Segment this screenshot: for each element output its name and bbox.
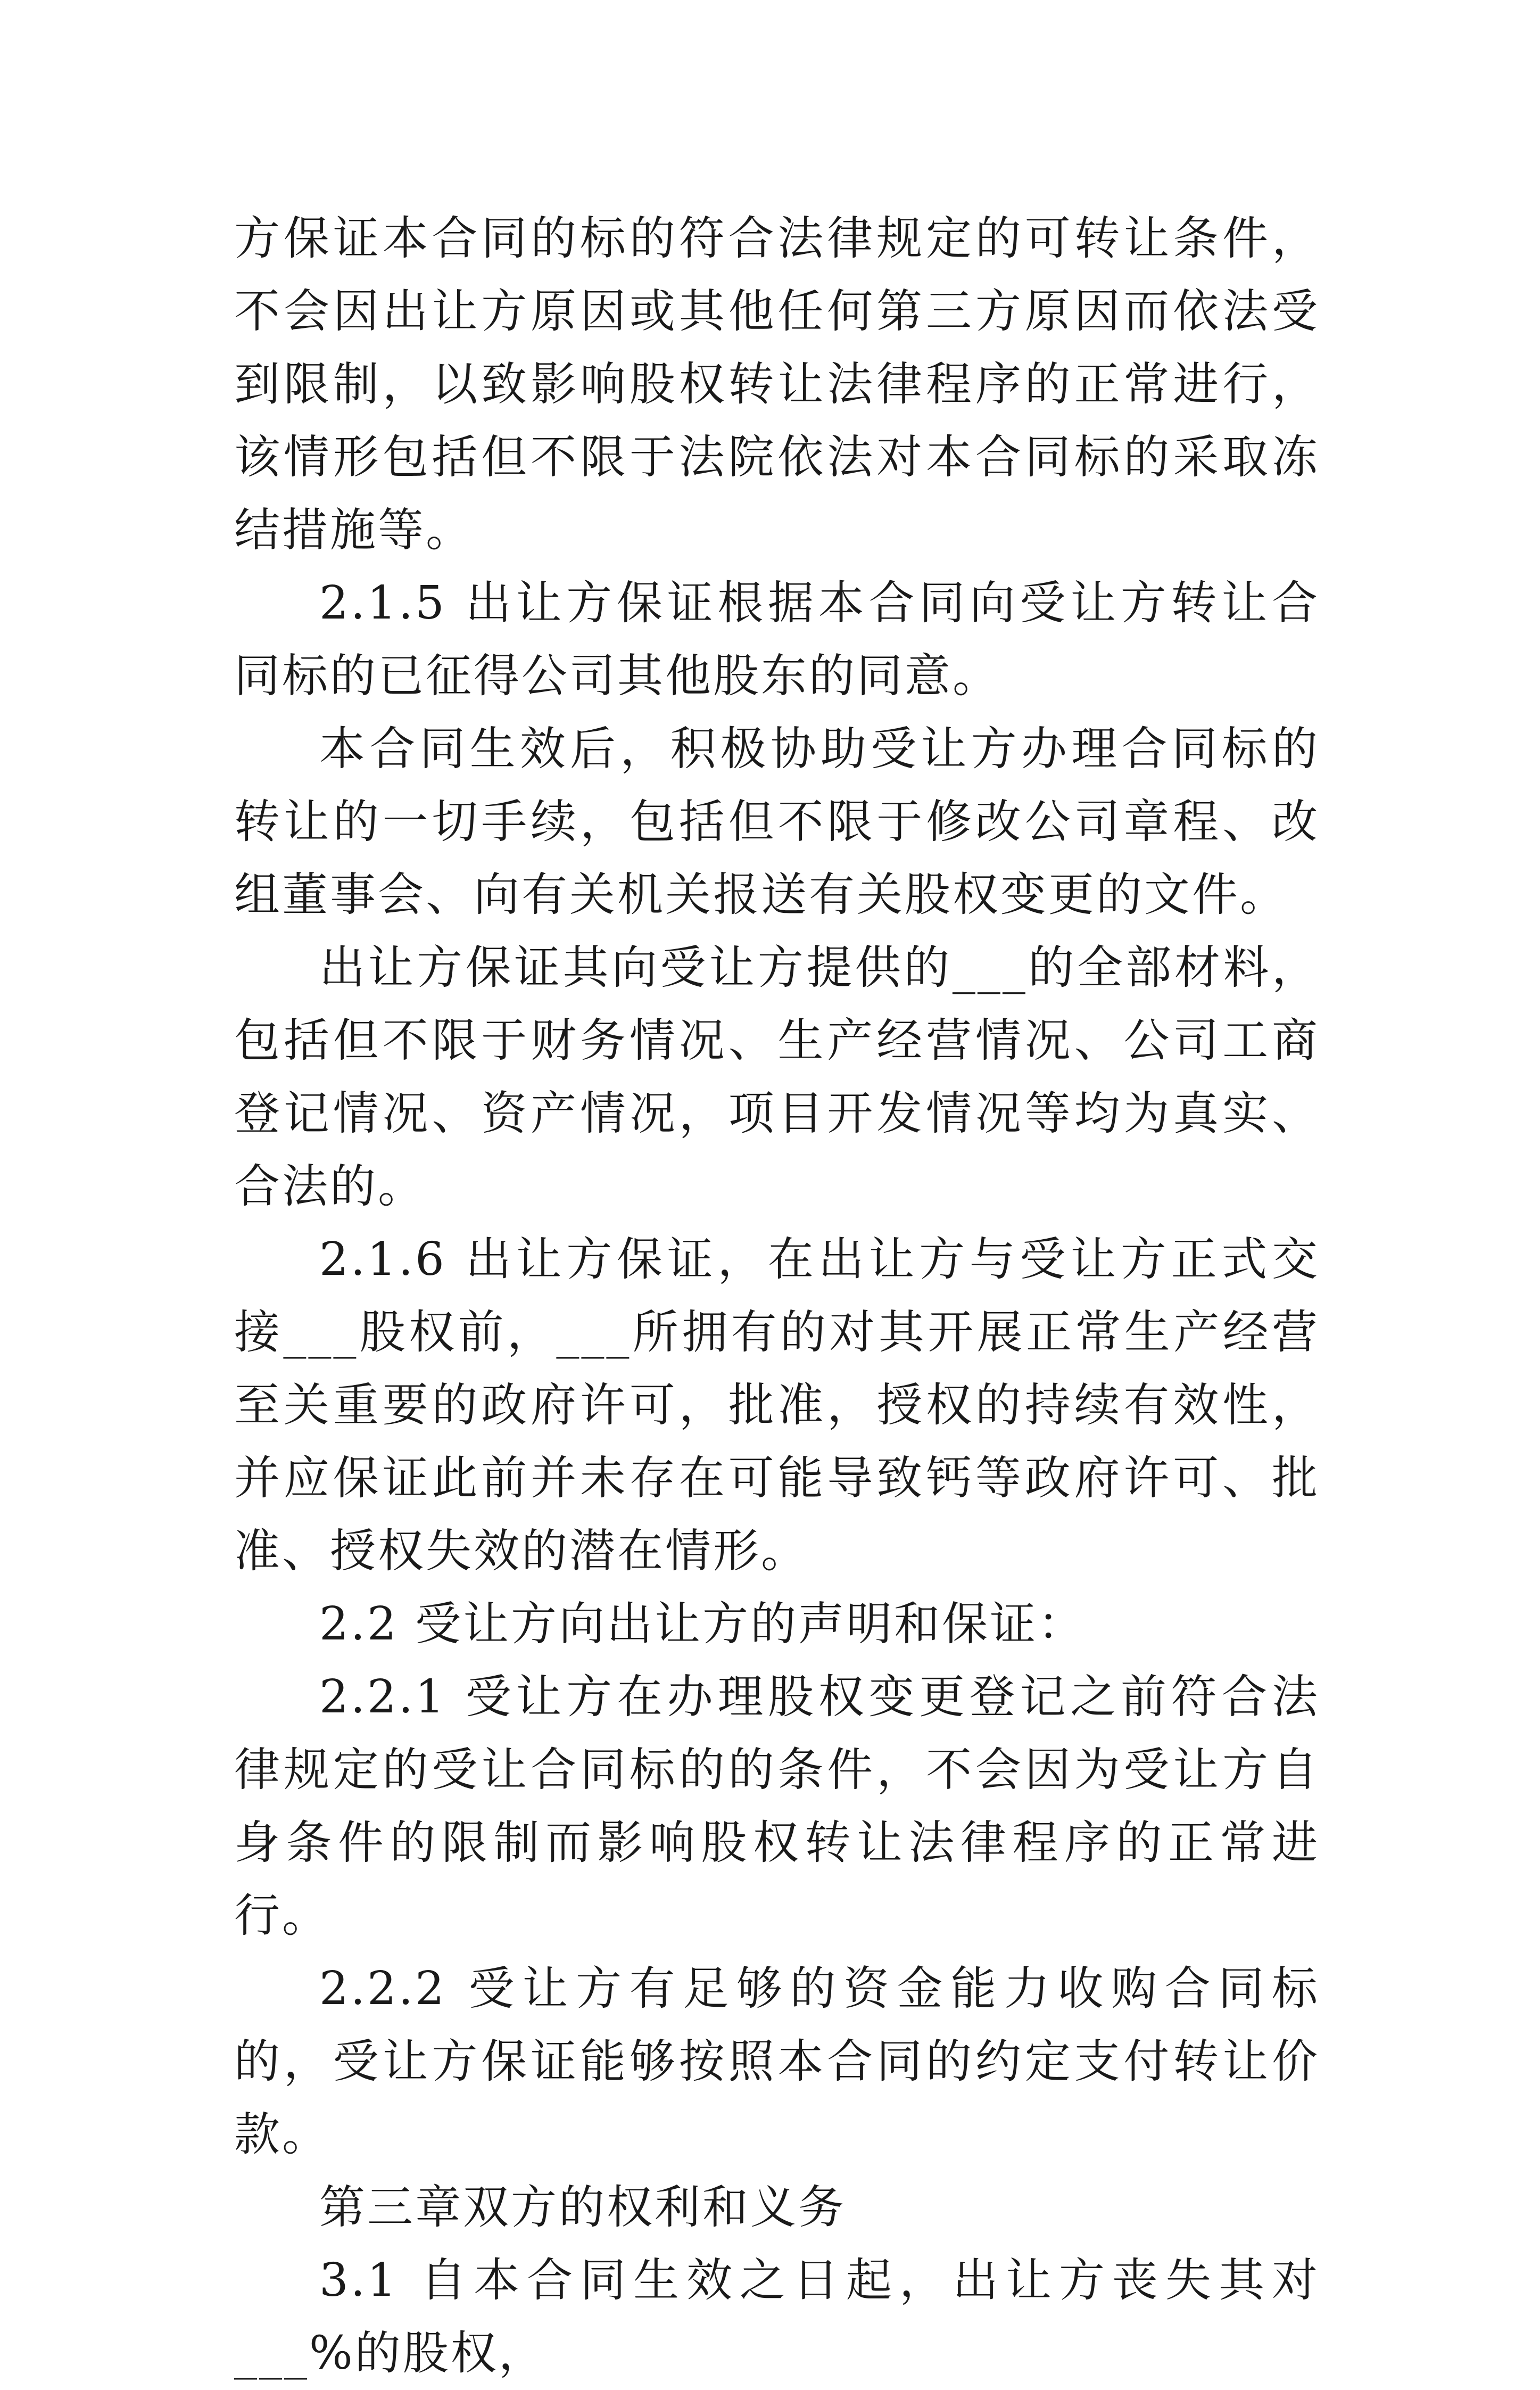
paragraph-2: 2.1.5 出让方保证根据本合同向受让方转让合同标的已征得公司其他股东的同意。	[234, 576, 1320, 703]
document-body	[234, 202, 1320, 2390]
paragraph-7: 2.2.1 受让方在办理股权变更登记之前符合法律规定的受让合同标的的条件，不会因为受让方自身条件的限制而影响股权转让法律程序的正常进行。	[234, 1670, 1320, 1942]
paragraph-1: 方保证本合同的标的符合法律规定的可转让条件，不会因出让方原因或其他任何第三方原因而依法受到限制，以致影响股权转让法律程序的正常进行，该情形包括但不限于法院依法对本合同标的采取冻结措施等。	[234, 212, 1320, 557]
paragraph-5: 2.1.6 出让方保证，在出让方与受让方正式交接___股权前，___所拥有的对其开展正常生产经营至关重要的政府许可，批准，授权的持续有效性，并应保证此前并未存在可能导致钙等政府许可、批准、授权失效的潜在情形。	[234, 1233, 1320, 1578]
paragraph-3: 本合同生效后，积极协助受让方办理合同标的转让的一切手续，包括但不限于修改公司章程、改组董事会、向有关机关报送有关股权变更的文件。	[234, 722, 1320, 921]
paragraph-6: 2.2 受让方向出让方的声明和保证：	[319, 1597, 1086, 1651]
chapter-heading: 第三章双方的权利和义务	[319, 2181, 846, 2234]
paragraph-8: 2.2.2 受让方有足够的资金能力收购合同标的，受让方保证能够按照本合同的约定支付转让价款。	[234, 1962, 1320, 2161]
paragraph-10: 3.1 自本合同生效之日起，出让方丧失其对___%的股权，	[234, 2254, 1320, 2380]
paragraph-4: 出让方保证其向受让方提供的___的全部材料，包括但不限于财务情况、生产经营情况、公司工商登记情况、资产情况，项目开发情况等均为真实、合法的。	[234, 941, 1320, 1213]
